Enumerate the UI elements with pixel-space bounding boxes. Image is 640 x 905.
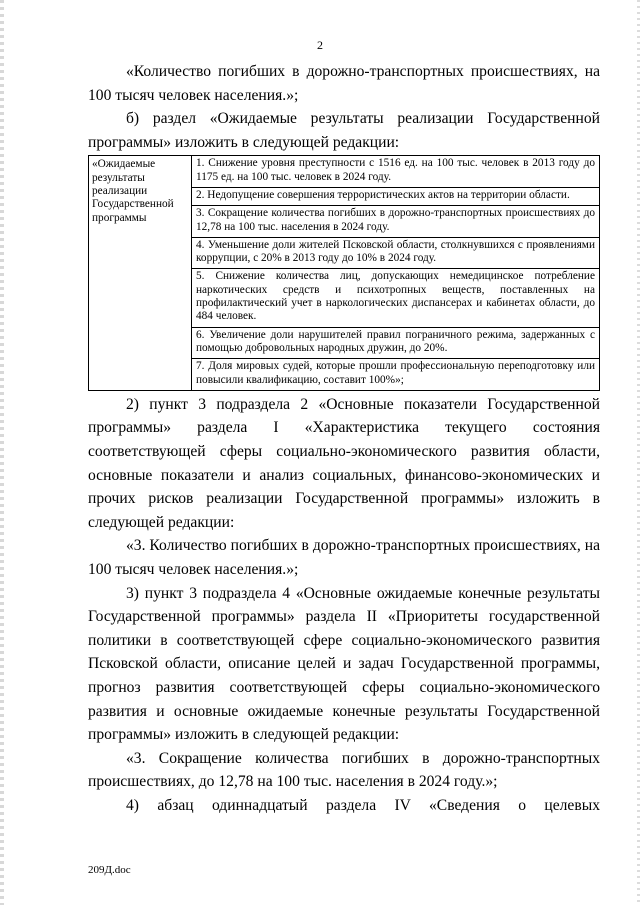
table-item-7: 7. Доля мировых судей, которые прошли профессиональную переподготовку или повысили квалификацию, составит 100%»;	[196, 360, 595, 386]
document-body	[88, 60, 600, 818]
scan-edge-left	[0, 0, 4, 905]
paragraph-quote-indicator: «Количество погибших в дорожно-транспортных происшествиях, на 100 тысяч человек населения.»;	[88, 63, 600, 104]
table-item-3: 3. Сокращение количества погибших в дорожно-транспортных происшествиях до 12,78 на 100 тыс. населения в 2024 году.	[192, 206, 599, 238]
table-item-6: 6. Увеличение доли нарушителей правил пограничного режима, задержанных с помощью добровольных народных дружин, до 20%.	[192, 328, 599, 360]
paragraph-point-2: 2) пункт 3 подраздела 2 «Основные показатели Государственной программы» раздела I «Характеристика текущего состояния соответствующей сферы социально-экономического развития области, основные показатели и анализ социальных, финансово-экономических и прочих рисков реализации Государственной программы» изложить в следующей редакции:	[88, 395, 600, 531]
paragraph-quote-3-reduction: «3. Сокращение количества погибших в дорожно-транспортных происшествиях, до 12,78 на 100 тыс. населения в 2024 году.»;	[88, 749, 600, 791]
paragraph-quote-3-count: «3. Количество погибших в дорожно-транспортных происшествиях, на 100 тысяч человек населения.»;	[88, 537, 600, 578]
table-item-5: 5. Снижение количества лиц, допускающих немедицинское потребление наркотических средств и психотропных веществ, поставленных на профилактический учет в наркологических диспансерах и кабинетах области, до 484 человек.	[192, 269, 599, 327]
table-items-cell	[192, 156, 600, 390]
table-row	[89, 156, 600, 390]
expected-results-table	[88, 155, 600, 390]
table-header-cell: «Ожидаемые результаты реализации Государственной программы	[89, 156, 192, 390]
page-number: 2	[317, 38, 323, 52]
paragraph-point-4: 4) абзац одиннадцатый раздела IV «Сведения о целевых	[126, 796, 600, 814]
paragraph-point-3: 3) пункт 3 подраздела 4 «Основные ожидаемые конечные результаты Государственной программы» раздела II «Приоритеты государственной политики в соответствующей сфере социально-экономического развития Псковской области, описание целей и задач Государственной программы, прогноз развития соответствующей сферы социально-экономического развития и основные ожидаемые конечные результаты Государственной программы» изложить в следующей редакции:	[88, 584, 600, 744]
file-name-footer: 209Д.doc	[88, 864, 131, 876]
paragraph-section-b: б) раздел «Ожидаемые результаты реализации Государственной программы» изложить в следующей редакции:	[88, 110, 600, 151]
table-item-2: 2. Недопущение совершения террористических актов на территории области.	[192, 188, 599, 206]
table-item-1: 1. Снижение уровня преступности с 1516 ед. на 100 тыс. человек в 2013 году до 1175 ед. на 100 тыс. человек в 2024 году.	[192, 156, 599, 188]
table-item-4: 4. Уменьшение доли жителей Псковской области, столкнувшихся с проявлениями коррупции, с 20% в 2013 году до 10% в 2024 году.	[192, 238, 599, 270]
